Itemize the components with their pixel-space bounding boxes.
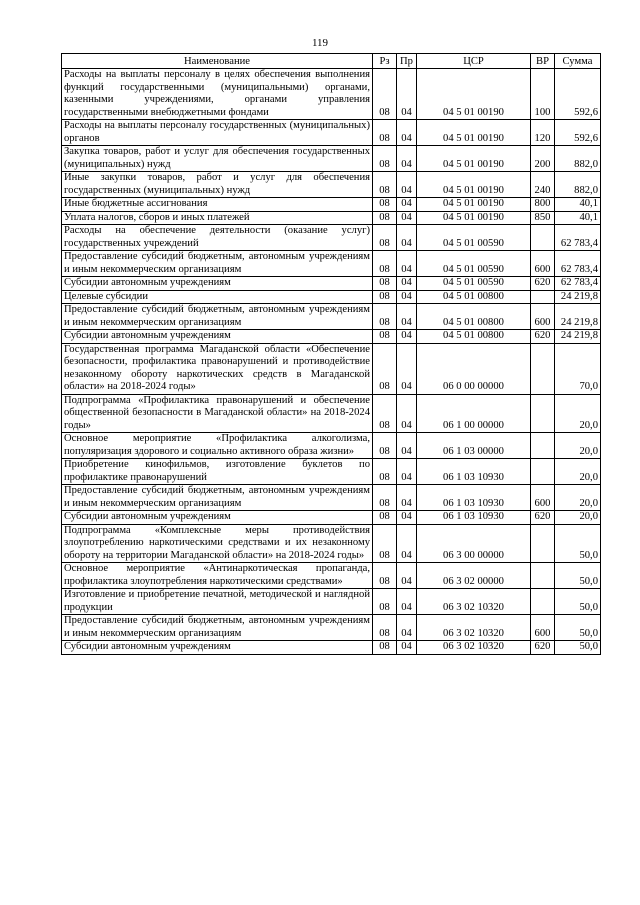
cell-name: Уплата налогов, сборов и иных платежей xyxy=(62,211,373,225)
table-row xyxy=(62,211,601,225)
cell-name: Предоставление субсидий бюджетным, автономным учреждениям и иным некоммерческим организациям xyxy=(62,304,373,330)
cell-csr: 04 5 01 00190 xyxy=(417,69,531,120)
cell-sum: 62 783,4 xyxy=(555,277,601,291)
cell-rz: 08 xyxy=(373,146,397,172)
cell-vr xyxy=(531,290,555,304)
cell-name: Предоставление субсидий бюджетным, автономным учреждениям и иным некоммерческим организациям xyxy=(62,615,373,641)
cell-pr: 04 xyxy=(397,69,417,120)
cell-name: Государственная программа Магаданской области «Обеспечение безопасности, профилактика правонарушений и противодействие незаконному обороту наркотических средств в Магаданской области» на 2018-2024 годы» xyxy=(62,343,373,394)
cell-csr: 06 3 02 10320 xyxy=(417,589,531,615)
cell-vr xyxy=(531,433,555,459)
cell-rz: 08 xyxy=(373,198,397,212)
table-row xyxy=(62,120,601,146)
cell-csr: 04 5 01 00590 xyxy=(417,277,531,291)
cell-sum: 50,0 xyxy=(555,563,601,589)
cell-vr: 100 xyxy=(531,69,555,120)
cell-pr: 04 xyxy=(397,172,417,198)
table-row xyxy=(62,589,601,615)
table-row xyxy=(62,69,601,120)
budget-table xyxy=(61,53,601,655)
cell-sum: 882,0 xyxy=(555,146,601,172)
cell-rz: 08 xyxy=(373,641,397,655)
cell-csr: 06 0 00 00000 xyxy=(417,343,531,394)
cell-csr: 04 5 01 00190 xyxy=(417,146,531,172)
cell-csr: 04 5 01 00800 xyxy=(417,290,531,304)
table-body xyxy=(62,69,601,655)
cell-csr: 06 1 03 10930 xyxy=(417,485,531,511)
cell-csr: 06 1 03 10930 xyxy=(417,459,531,485)
table-row xyxy=(62,485,601,511)
cell-pr: 04 xyxy=(397,459,417,485)
cell-sum: 50,0 xyxy=(555,615,601,641)
cell-vr xyxy=(531,563,555,589)
cell-pr: 04 xyxy=(397,146,417,172)
cell-csr: 04 5 01 00190 xyxy=(417,211,531,225)
cell-sum: 70,0 xyxy=(555,343,601,394)
cell-vr: 850 xyxy=(531,211,555,225)
cell-rz: 08 xyxy=(373,459,397,485)
cell-name: Иные закупки товаров, работ и услуг для обеспечения государственных (муниципальных) нужд xyxy=(62,172,373,198)
cell-name: Подпрограмма «Профилактика правонарушений и обеспечение общественной безопасности в Магаданской области» на 2018-2024 годы» xyxy=(62,394,373,433)
cell-name: Приобретение кинофильмов, изготовление буклетов по профилактике правонарушений xyxy=(62,459,373,485)
column-header-sum: Сумма xyxy=(555,54,601,69)
cell-name: Расходы на выплаты персоналу государственных (муниципальных) органов xyxy=(62,120,373,146)
table-row xyxy=(62,146,601,172)
cell-rz: 08 xyxy=(373,304,397,330)
cell-csr: 06 1 03 00000 xyxy=(417,433,531,459)
table-row xyxy=(62,563,601,589)
cell-pr: 04 xyxy=(397,524,417,563)
cell-sum: 62 783,4 xyxy=(555,225,601,251)
cell-vr: 620 xyxy=(531,641,555,655)
cell-vr: 620 xyxy=(531,330,555,344)
cell-vr: 600 xyxy=(531,304,555,330)
cell-pr: 04 xyxy=(397,511,417,525)
cell-pr: 04 xyxy=(397,563,417,589)
cell-name: Подпрограмма «Комплексные меры противодействия злоупотреблению наркотическими средствами и их незаконному обороту на территории Магаданской области» на 2018-2024 годы» xyxy=(62,524,373,563)
cell-sum: 24 219,8 xyxy=(555,330,601,344)
cell-rz: 08 xyxy=(373,120,397,146)
cell-csr: 04 5 01 00590 xyxy=(417,225,531,251)
cell-vr xyxy=(531,343,555,394)
cell-pr: 04 xyxy=(397,225,417,251)
cell-rz: 08 xyxy=(373,277,397,291)
cell-sum: 20,0 xyxy=(555,433,601,459)
cell-sum: 40,1 xyxy=(555,211,601,225)
table-row xyxy=(62,290,601,304)
cell-rz: 08 xyxy=(373,172,397,198)
cell-rz: 08 xyxy=(373,69,397,120)
cell-name: Субсидии автономным учреждениям xyxy=(62,641,373,655)
table-row xyxy=(62,198,601,212)
cell-sum: 50,0 xyxy=(555,589,601,615)
table-row xyxy=(62,615,601,641)
column-header-name: Наименование xyxy=(62,54,373,69)
cell-csr: 04 5 01 00590 xyxy=(417,251,531,277)
cell-csr: 06 3 00 00000 xyxy=(417,524,531,563)
cell-sum: 592,6 xyxy=(555,69,601,120)
cell-rz: 08 xyxy=(373,290,397,304)
cell-vr: 600 xyxy=(531,251,555,277)
cell-name: Изготовление и приобретение печатной, методической и наглядной продукции xyxy=(62,589,373,615)
cell-sum: 62 783,4 xyxy=(555,251,601,277)
cell-name: Субсидии автономным учреждениям xyxy=(62,277,373,291)
table-row xyxy=(62,251,601,277)
cell-name: Иные бюджетные ассигнования xyxy=(62,198,373,212)
cell-name: Субсидии автономным учреждениям xyxy=(62,511,373,525)
cell-pr: 04 xyxy=(397,330,417,344)
table-row xyxy=(62,330,601,344)
cell-pr: 04 xyxy=(397,277,417,291)
column-header-vr: ВР xyxy=(531,54,555,69)
cell-rz: 08 xyxy=(373,211,397,225)
cell-rz: 08 xyxy=(373,251,397,277)
cell-vr: 200 xyxy=(531,146,555,172)
cell-rz: 08 xyxy=(373,524,397,563)
table-row xyxy=(62,225,601,251)
table-row xyxy=(62,343,601,394)
cell-rz: 08 xyxy=(373,225,397,251)
cell-pr: 04 xyxy=(397,304,417,330)
cell-rz: 08 xyxy=(373,394,397,433)
cell-name: Предоставление субсидий бюджетным, автономным учреждениям и иным некоммерческим организациям xyxy=(62,485,373,511)
cell-pr: 04 xyxy=(397,251,417,277)
cell-vr: 600 xyxy=(531,485,555,511)
cell-pr: 04 xyxy=(397,290,417,304)
cell-csr: 04 5 01 00190 xyxy=(417,172,531,198)
column-header-csr: ЦСР xyxy=(417,54,531,69)
cell-vr: 800 xyxy=(531,198,555,212)
cell-rz: 08 xyxy=(373,615,397,641)
cell-pr: 04 xyxy=(397,394,417,433)
cell-sum: 24 219,8 xyxy=(555,304,601,330)
table-row xyxy=(62,394,601,433)
cell-vr xyxy=(531,394,555,433)
cell-vr: 240 xyxy=(531,172,555,198)
cell-rz: 08 xyxy=(373,485,397,511)
table-row xyxy=(62,277,601,291)
table-row xyxy=(62,304,601,330)
cell-csr: 06 3 02 10320 xyxy=(417,615,531,641)
cell-vr xyxy=(531,589,555,615)
cell-rz: 08 xyxy=(373,330,397,344)
cell-sum: 882,0 xyxy=(555,172,601,198)
cell-sum: 40,1 xyxy=(555,198,601,212)
cell-csr: 06 3 02 00000 xyxy=(417,563,531,589)
column-header-pr: Пр xyxy=(397,54,417,69)
cell-rz: 08 xyxy=(373,343,397,394)
cell-vr xyxy=(531,225,555,251)
cell-sum: 20,0 xyxy=(555,485,601,511)
table-row xyxy=(62,641,601,655)
cell-pr: 04 xyxy=(397,198,417,212)
cell-name: Расходы на обеспечение деятельности (оказание услуг) государственных учреждений xyxy=(62,225,373,251)
cell-pr: 04 xyxy=(397,211,417,225)
cell-vr xyxy=(531,524,555,563)
cell-pr: 04 xyxy=(397,433,417,459)
cell-sum: 50,0 xyxy=(555,641,601,655)
page-number: 119 xyxy=(311,37,329,49)
table-row xyxy=(62,459,601,485)
cell-csr: 06 1 00 00000 xyxy=(417,394,531,433)
cell-csr: 04 5 01 00800 xyxy=(417,304,531,330)
cell-sum: 592,6 xyxy=(555,120,601,146)
cell-rz: 08 xyxy=(373,511,397,525)
cell-sum: 20,0 xyxy=(555,511,601,525)
cell-name: Закупка товаров, работ и услуг для обеспечения государственных (муниципальных) нужд xyxy=(62,146,373,172)
cell-rz: 08 xyxy=(373,589,397,615)
cell-sum: 20,0 xyxy=(555,459,601,485)
cell-csr: 04 5 01 00190 xyxy=(417,120,531,146)
cell-pr: 04 xyxy=(397,343,417,394)
cell-name: Основное мероприятие «Профилактика алкоголизма, популяризация здорового и социально активного образа жизни» xyxy=(62,433,373,459)
table-row xyxy=(62,511,601,525)
cell-vr: 600 xyxy=(531,615,555,641)
column-header-rz: Рз xyxy=(373,54,397,69)
table-header xyxy=(62,54,601,69)
table-row xyxy=(62,172,601,198)
cell-pr: 04 xyxy=(397,589,417,615)
cell-csr: 04 5 01 00190 xyxy=(417,198,531,212)
cell-csr: 04 5 01 00800 xyxy=(417,330,531,344)
table-row xyxy=(62,433,601,459)
cell-vr: 620 xyxy=(531,277,555,291)
cell-csr: 06 1 03 10930 xyxy=(417,511,531,525)
cell-vr xyxy=(531,459,555,485)
cell-rz: 08 xyxy=(373,563,397,589)
cell-vr: 120 xyxy=(531,120,555,146)
cell-pr: 04 xyxy=(397,120,417,146)
cell-sum: 20,0 xyxy=(555,394,601,433)
cell-sum: 50,0 xyxy=(555,524,601,563)
cell-vr: 620 xyxy=(531,511,555,525)
cell-sum: 24 219,8 xyxy=(555,290,601,304)
cell-rz: 08 xyxy=(373,433,397,459)
cell-name: Предоставление субсидий бюджетным, автономным учреждениям и иным некоммерческим организациям xyxy=(62,251,373,277)
cell-name: Субсидии автономным учреждениям xyxy=(62,330,373,344)
cell-name: Целевые субсидии xyxy=(62,290,373,304)
cell-name: Расходы на выплаты персоналу в целях обеспечения выполнения функций государственными (муниципальными) органами, казенными учреждениями, органами управления государственными внебюджетными фондами xyxy=(62,69,373,120)
cell-csr: 06 3 02 10320 xyxy=(417,641,531,655)
cell-name: Основное мероприятие «Антинаркотическая пропаганда, профилактика злоупотребления наркотическими средствами» xyxy=(62,563,373,589)
cell-pr: 04 xyxy=(397,485,417,511)
table-row xyxy=(62,524,601,563)
cell-pr: 04 xyxy=(397,641,417,655)
cell-pr: 04 xyxy=(397,615,417,641)
